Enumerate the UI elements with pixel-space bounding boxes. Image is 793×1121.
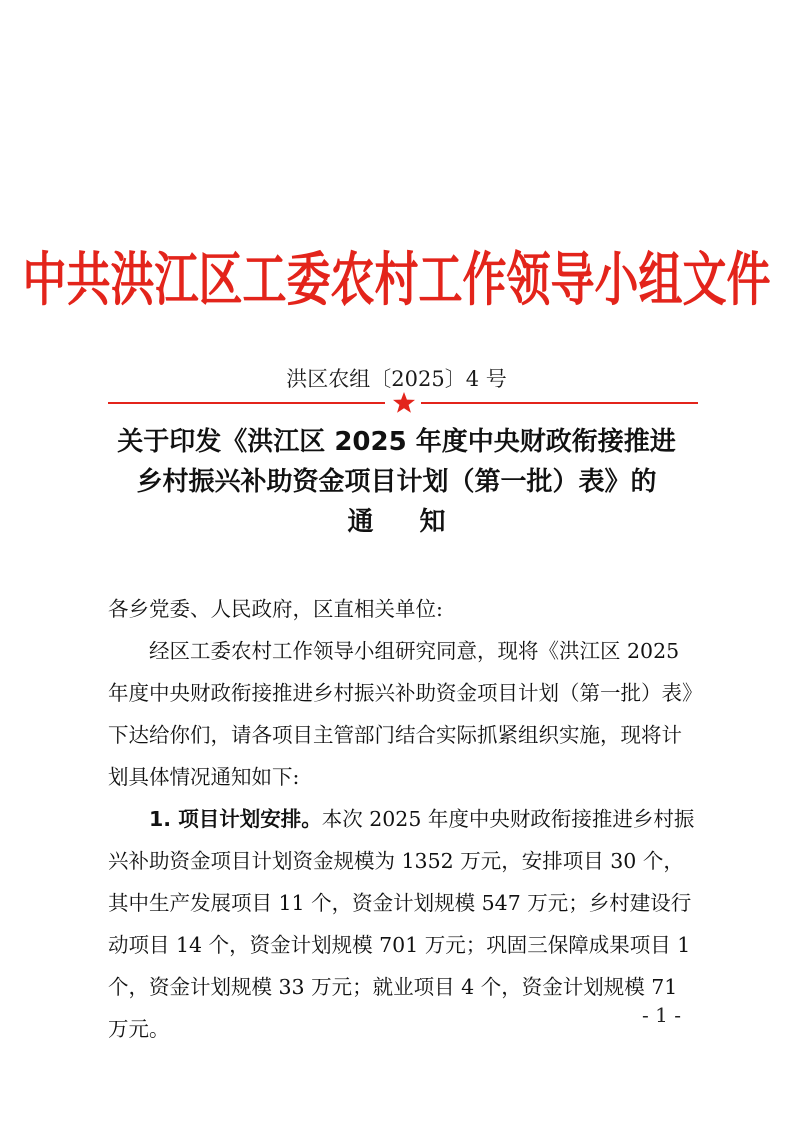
heading-line-1: 关于印发《洪江区 2025 年度中央财政衔接推进 xyxy=(117,427,676,457)
star-icon xyxy=(392,391,416,415)
page-number: - 1 - xyxy=(642,1003,681,1027)
red-divider xyxy=(108,391,698,415)
document-body xyxy=(108,588,698,1050)
document-number: 洪区农组〔2025〕4 号 xyxy=(286,367,507,391)
document-heading xyxy=(0,422,793,542)
item-1-label: 1. 项目计划安排。 xyxy=(149,807,322,831)
item-1-text: 本次 2025 年度中央财政衔接推进乡村振兴补助资金项目计划资金规模为 1352 万元，安排项目 30 个，其中生产发展项目 11 个，资金计划规模 547 万元；乡村建设行动项目 14 个，资金计划规模 701 万元；巩固三保障成果项目 1 个，资金计划规模 33 万元；就业项目 4 个，资金计划规模 71 万元。 xyxy=(108,807,695,1041)
divider-line-right xyxy=(421,402,698,404)
issuing-organization-title: 中共洪江区工委农村工作领导小组文件 xyxy=(22,246,771,314)
divider-line-left xyxy=(108,402,385,404)
paragraph-item-1 xyxy=(108,798,698,1050)
salutation: 各乡党委、人民政府，区直相关单位: xyxy=(108,597,443,621)
heading-line-3: 通知 xyxy=(347,507,492,537)
heading-line-2: 乡村振兴补助资金项目计划（第一批）表》的 xyxy=(136,467,657,497)
paragraph-intro: 经区工委农村工作领导小组研究同意，现将《洪江区 2025 年度中央财政衔接推进乡村振兴补助资金项目计划（第一批）表》下达给你们，请各项目主管部门结合实际抓紧组织实施，现将计划具体情况通知如下: xyxy=(108,639,693,789)
